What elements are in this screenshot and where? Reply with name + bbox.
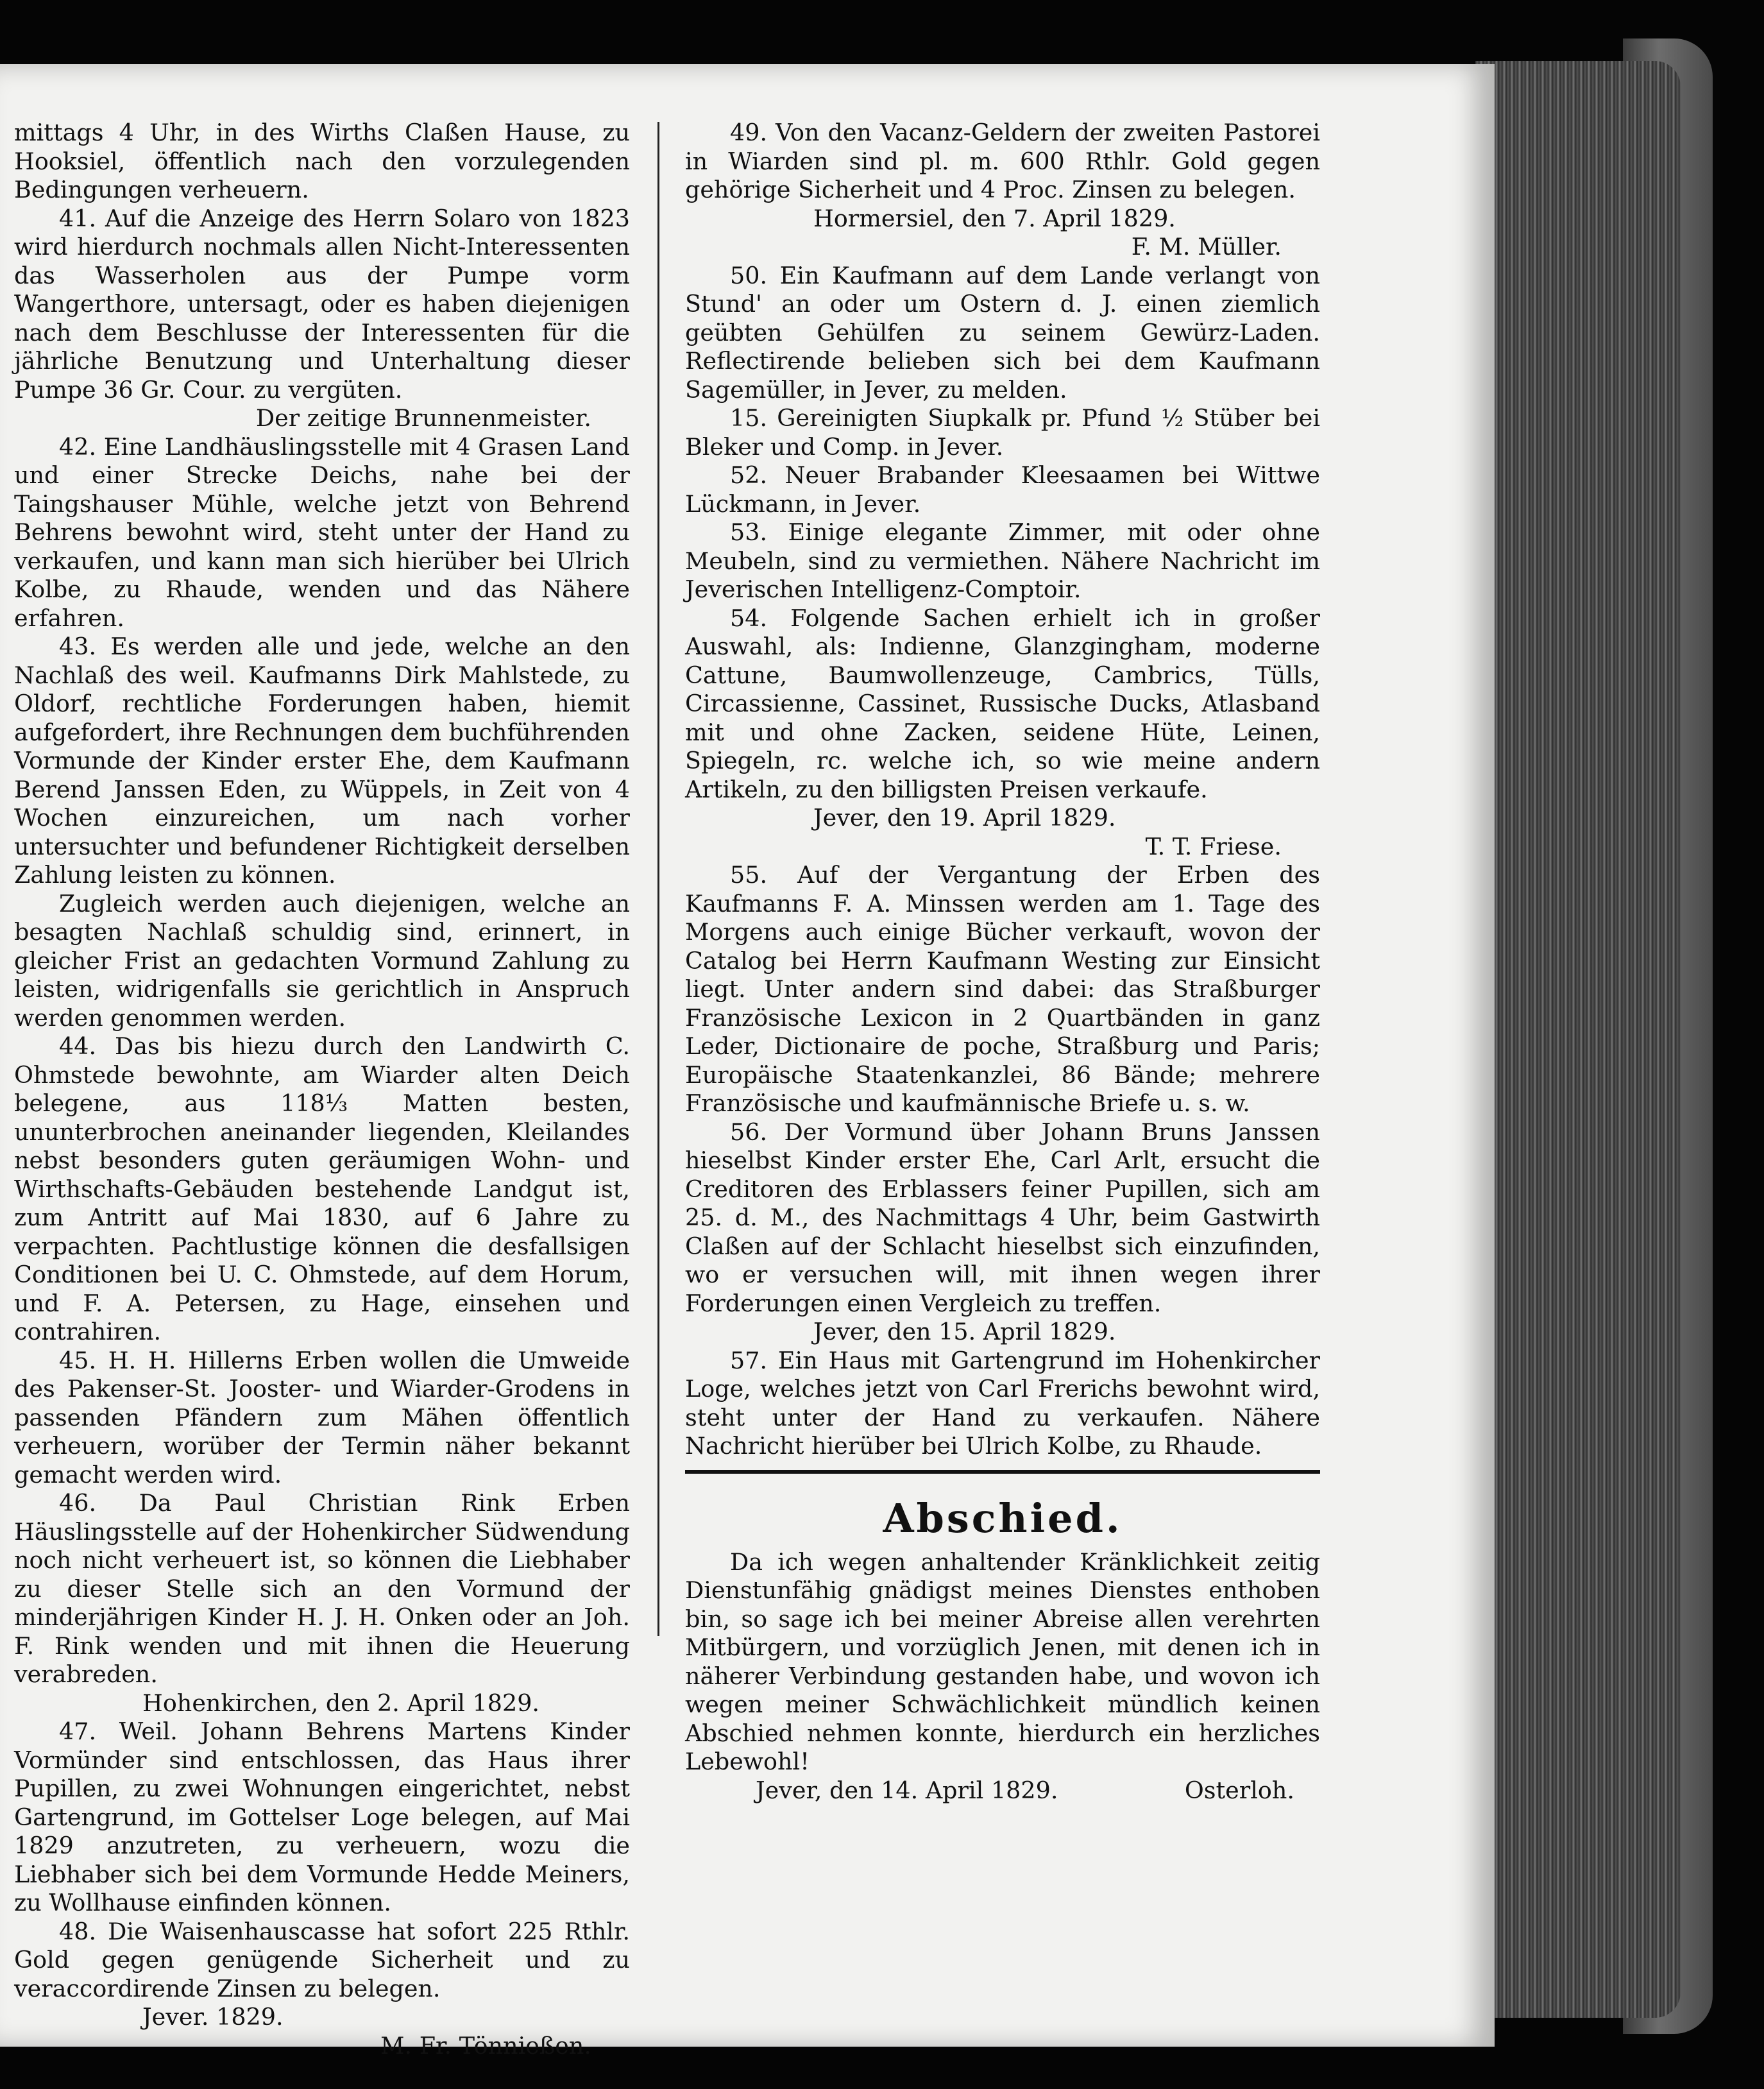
notice-54-signature: T. T. Friese. [1145,832,1282,860]
farewell-signature: Osterloh. [1184,1776,1294,1804]
farewell-dateline: Jever, den 14. April 1829. [756,1776,1058,1804]
notice-54: 54. Folgende Sachen erhielt ich in großer Auswahl, als: Indienne, Glanzgingham, moderne Cattune, Baumwollenzeuge, Cambrics, Tülls, Circassienne, Cassinet, Russische Ducks, Atlasband mit und ohne Zacken, seidene Hüte, Leinen, Spiegeln, rc. welche ich, so wie meine andern Artikeln, zu den billigsten Preisen verkaufe. [685,604,1320,803]
notice-52: 52. Neuer Brabander Kleesaamen bei Wittwe Lückmann, in Jever. [685,461,1320,518]
notice-55: 55. Auf der Vergantung der Erben des Kaufmanns F. A. Minssen werden am 1. Tage des Morgens auch einige Bücher verkauft, wovon der Catalog bei Herrn Kaufmann Westing zur Einsicht liegt. Unter andern sind dabei: das Straßburger Französische Lexicon in 2 Quartbänden in ganz Leder, Dictionaire de poche, Straßburg und Paris; Europäische Staatenkanzlei, 86 Bände; mehrere Französische und kaufmännische Briefe u. s. w. [685,861,1320,1117]
notice-41-signature: Der zeitige Brunnenmeister. [255,404,591,432]
notice-51: 15. Gereinigten Siupkalk pr. Pfund ½ Stüber bei Bleker und Comp. in Jever. [685,404,1320,461]
notice-44: 44. Das bis hiezu durch den Landwirth C. Ohmstede bewohnte, am Wiarder alten Deich belegene, aus 118⅓ Matten besten, ununterbrochen aneinander liegenden, Kleilandes nebst besonders guten geräumigen Wohn- und Wirthschafts-Gebäuden bestehende Landgut ist, zum Antritt auf Mai 1830, auf 6 Jahre zu verpachten. Pachtlustige können die desfallsigen Conditionen bei U. C. Ohmstede, auf dem Horum, und F. A. Petersen, zu Hage, einsehen und contrahiren. [14,1032,630,1345]
notice-54-dateline: Jever, den 19. April 1829. [813,804,1116,831]
notice-46: 46. Da Paul Christian Rink Erben Häuslingsstelle auf der Hohenkircher Südwendung noch nicht verheuert ist, so können die Liebhaber zu dieser Stelle sich an den Vormund der minderjährigen Kinder H. J. H. Onken oder an Joh. F. Rink wenden und mit ihnen die Heuerung verabreden. [14,1489,630,1688]
section-rule [685,1470,1320,1474]
notice-48-dateline: Jever. 1829. [142,2003,284,2031]
notice-49: 49. Von den Vacanz-Geldern der zweiten Pastorei in Wiarden sind pl. m. 600 Rthlr. Gold gegen gehörige Sicherheit und 4 Proc. Zinsen zu belegen. [685,119,1320,203]
notice-43: 43. Es werden alle und jede, welche an den Nachlaß des weil. Kaufmanns Dirk Mahlstede, zu Oldorf, rechtliche Forderungen haben, hiemit aufgefordert, ihre Rechnungen dem buchführenden Vormunde der Kinder erster Ehe, dem Kaufmann Berend Janssen Eden, zu Wüppels, in Zeit von 4 Wochen einzureichen, um nach vorher untersuchter und befundener Richtigkeit derselben Zahlung leisten zu können. [14,633,630,889]
left-column [14,119,630,2060]
notice-53: 53. Einige elegante Zimmer, mit oder ohne Meubeln, sind zu vermiethen. Nähere Nachricht im Jeverischen Intelligenz-Comptoir. [685,518,1320,603]
notice-46-dateline: Hohenkirchen, den 2. April 1829. [142,1689,540,1717]
page-edges [1475,61,1681,2018]
notice-47: 47. Weil. Johann Behrens Martens Kinder Vormünder sind entschlossen, das Haus ihrer Pupillen, zu zwei Wohnungen eingerichtet, nebst Gartengrund, im Gottelser Loge belegen, auf Mai 1829 anzutreten, zu verheuern, wozu die Liebhaber sich bei dem Vormunde Hedde Meiners, zu Wollhause einfinden können. [14,1718,630,1916]
notice-50: 50. Ein Kaufmann auf dem Lande verlangt von Stund' an oder um Ostern d. J. einen ziemlich geübten Gehülfen zu seinem Gewürz-Laden. Reflectirende belieben sich bei dem Kaufmann Sagemüller, in Jever, zu melden. [685,261,1320,404]
notice-57: 57. Ein Haus mit Gartengrund im Hohenkircher Loge, welches jetzt von Carl Frerichs bewohnt wird, steht unter der Hand zu verkaufen. Nähere Nachricht hierüber bei Ulrich Kolbe, zu Rhaude. [685,1346,1320,1460]
farewell-footer [685,1777,1320,1805]
notice-40-tail: mittags 4 Uhr, in des Wirths Claßen Hause, zu Hooksiel, öffentlich nach den vorzulegenden Bedingungen verheuern. [14,119,630,203]
farewell-heading: Abschied. [883,1494,1123,1542]
right-column [685,119,1320,1805]
column-divider [657,122,659,1636]
notice-45: 45. H. H. Hillerns Erben wollen die Umweide des Pakenser-St. Jooster- und Wiarder-Grodens in passenden Pfändern zum Mähen öffentlich verheuern, worüber der Termin näher bekannt gemacht werden wird. [14,1346,630,1488]
notice-42: 42. Eine Landhäuslingsstelle mit 4 Grasen Land und einer Strecke Deichs, nahe bei der Taingshauser Mühle, welche jetzt von Behrend Behrens bewohnt wird, steht unter der Hand zu verkaufen, und kann man sich hierüber bei Ulrich Kolbe, zu Rhaude, wenden und das Nähere erfahren. [14,432,630,632]
newspaper-page [0,64,1495,2059]
farewell-text: Da ich wegen anhaltender Kränklichkeit zeitig Dienstunfähig gnädigst meines Dienstes enthoben bin, so sage ich bei meiner Abreise allen verehrten Mitbürgern, und vorzüglich Jenen, mit denen ich in näherer Verbindung gestanden habe, und wovon ich wegen meiner Schwächlichkeit mündlich keinen Abschied nehmen konnte, hierdurch ein herzliches Lebewohl! [685,1548,1320,1775]
notice-56-dateline: Jever, den 15. April 1829. [813,1318,1116,1345]
notice-49-signature: F. M. Müller. [1131,233,1282,260]
notice-48: 48. Die Waisenhauscasse hat sofort 225 Rthlr. Gold gegen genügende Sicherheit und zu veraccordirende Zinsen zu belegen. [14,1917,630,2002]
notice-49-dateline: Hormersiel, den 7. April 1829. [813,204,1176,232]
notice-41: 41. Auf die Anzeige des Herrn Solaro von 1823 wird hierdurch nochmals allen Nicht-Interessenten das Wasserholen aus der Pumpe vorm Wangerthore, untersagt, oder es haben diejenigen nach dem Beschlusse der Interessenten für die jährliche Benutzung und Unterhaltung dieser Pumpe 36 Gr. Cour. zu vergüten. [14,204,630,404]
notice-48-signature: M. Fr. Tönnießen. [380,2031,591,2059]
notice-56: 56. Der Vormund über Johann Bruns Janssen hieselbst Kinder erster Ehe, Carl Arlt, ersucht die Creditoren des Erblassers feiner Pupillen, sich am 25. d. M., des Nachmittags 4 Uhr, beim Gastwirth Claßen auf der Schlacht hieselbst sich einzufinden, wo er versuchen will, mit ihnen wegen ihrer Forderungen einen Vergleich zu treffen. [685,1118,1320,1317]
notice-43-continued: Zugleich werden auch diejenigen, welche an besagten Nachlaß schuldig sind, erinnert, in gleicher Frist an gedachten Vormund Zahlung zu leisten, widrigenfalls sie gerichtlich in Anspruch werden genommen werden. [14,889,630,1032]
